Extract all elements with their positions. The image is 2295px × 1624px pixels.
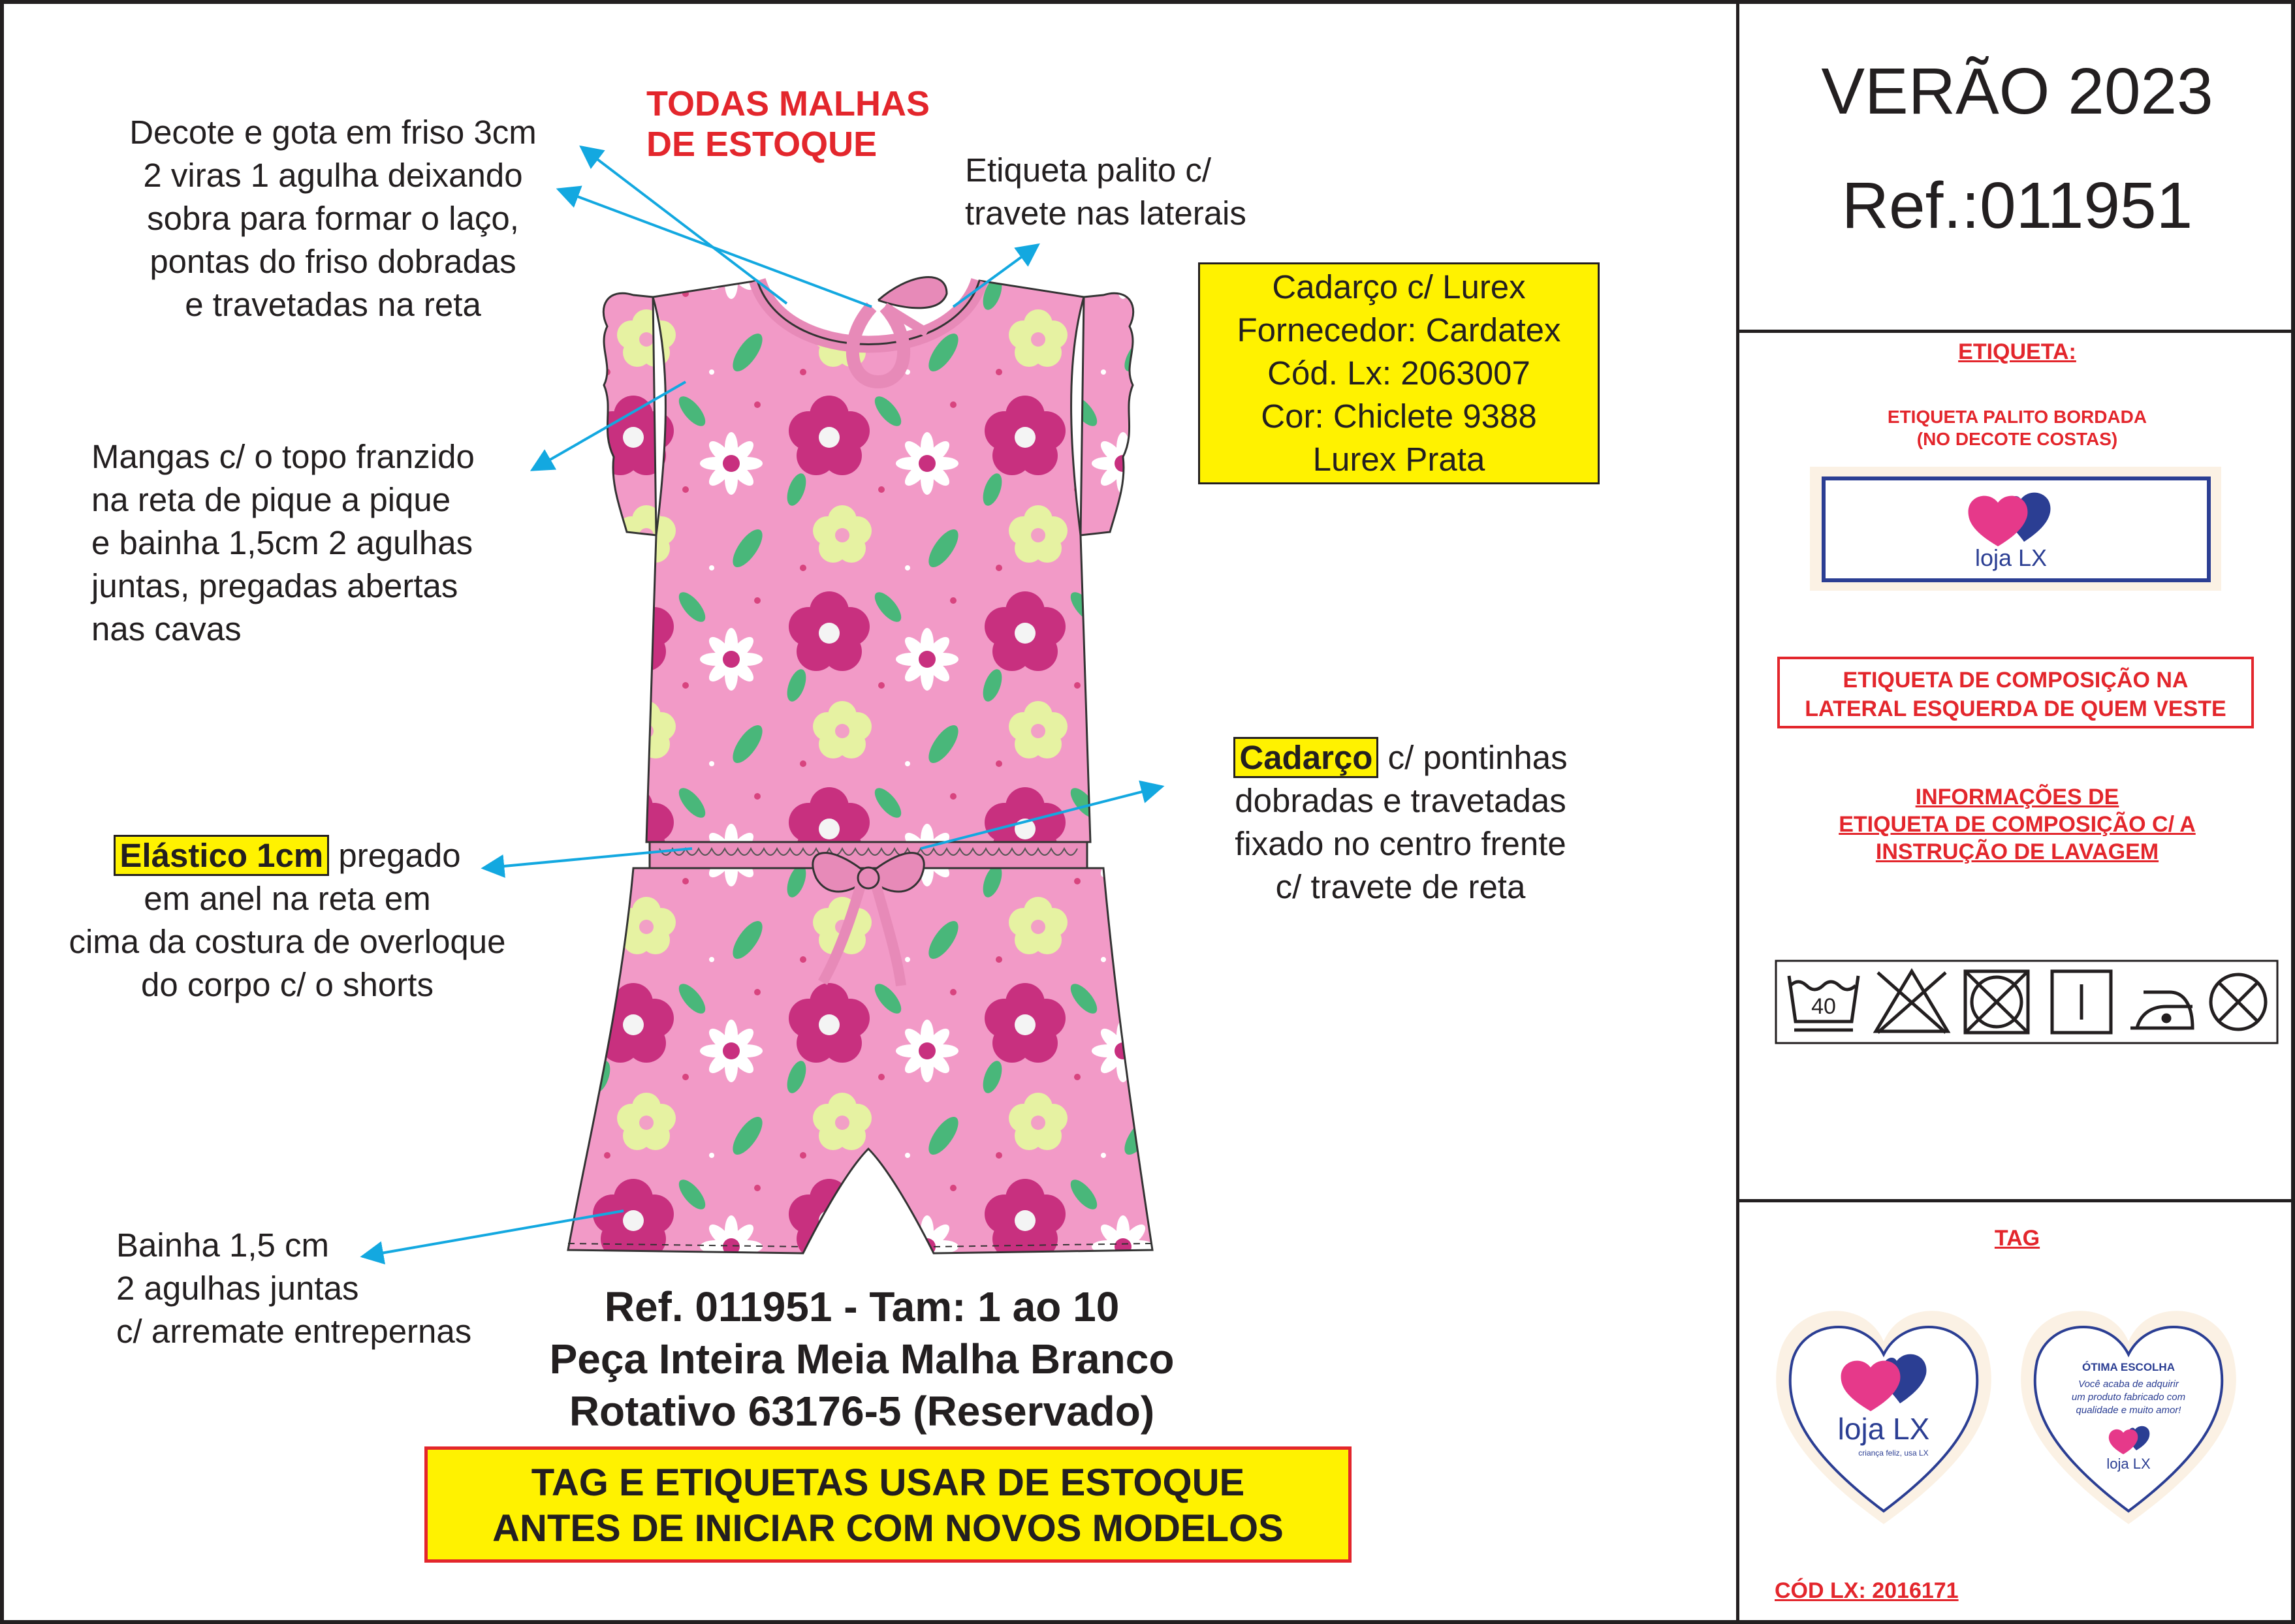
etiqueta-desc: ETIQUETA PALITO BORDADA (NO DECOTE COSTAS) [1887, 407, 2147, 449]
tag-back-headline: ÓTIMA ESCOLHA [2082, 1361, 2175, 1373]
reference-code: Ref.:011951 [1841, 169, 2193, 242]
composition-box: ETIQUETA DE COMPOSIÇÃO NA LATERAL ESQUERDA DE QUEM VESTE [1777, 657, 2254, 728]
svg-text:um produto fabricado com: um produto fabricado com [2071, 1392, 2186, 1403]
tag-back [2011, 1289, 2246, 1531]
brand-label [1810, 467, 2221, 591]
tag-front [1766, 1289, 2001, 1531]
note-sleeves: Mangas c/ o topo franzido na reta de pique a pique e bainha 1,5cm 2 agulhas juntas, pregadas abertas nas cavas [91, 438, 475, 648]
composition-info: INFORMAÇÕES DE ETIQUETA DE COMPOSIÇÃO C/ A INSTRUÇÃO DE LAVAGEM [1839, 785, 2196, 864]
wash-symbols [1775, 960, 2279, 1044]
svg-text:Você acaba de adquirir: Você acaba de adquirir [2078, 1379, 2179, 1390]
note-elastic: Elástico 1cm pregado em anel na reta em cima da costura de overloque do corpo c/ o shorts [33, 834, 542, 1007]
drawstring-highlight: Cadarço [1233, 737, 1378, 778]
season-title: VERÃO 2023 [1821, 55, 2213, 128]
cod-lx: CÓD LX: 2016171 [1775, 1578, 1959, 1603]
tag-slogan: criança feliz, usa LX [1858, 1448, 1929, 1458]
note-neckline: Decote e gota em friso 3cm 2 viras 1 agulha deixando sobra para formar o laço, pontas do friso dobradas e travetadas na reta [129, 114, 537, 323]
sidebar-rule-2 [1736, 1199, 2295, 1202]
elastic-highlight: Elástico 1cm [114, 835, 329, 876]
supplier-box: Cadarço c/ Lurex Fornecedor: Cardatex Cód. Lx: 2063007 Cor: Chiclete 9388 Lurex Prata [1198, 262, 1600, 484]
tag-logo-text: loja LX [1837, 1412, 1930, 1446]
note-drawstring: Cadarço c/ pontinhas dobradas e travetadas fixado no centro frente c/ travete de reta [1198, 736, 1603, 909]
wash-temp-label: 40 [1811, 994, 1836, 1019]
tag-title: TAG [1994, 1226, 2040, 1251]
tag-back-logo-text: loja LX [2106, 1456, 2151, 1472]
brand-logo-text: loja LX [1974, 544, 2048, 571]
stock-notice: TODAS MALHAS DE ESTOQUE [646, 84, 930, 164]
product-info: Ref. 011951 - Tam: 1 ao 10 Peça Inteira Meia Malha Branco Rotativo 63176-5 (Reservado) [549, 1283, 1175, 1435]
note-hem: Bainha 1,5 cm 2 agulhas juntas c/ arremate entrepernas [116, 1226, 472, 1350]
note-label-tag: Etiqueta palito c/ travete nas laterais [965, 151, 1246, 232]
sidebar-rule-1 [1736, 330, 2295, 333]
brand-logo-icon [1959, 486, 2063, 571]
svg-text:qualidade e muito amor!: qualidade e muito amor! [2076, 1405, 2181, 1416]
warning-box: TAG E ETIQUETAS USAR DE ESTOQUE ANTES DE INICIAR COM NOVOS MODELOS [424, 1446, 1352, 1563]
etiqueta-title: ETIQUETA: [1958, 339, 2076, 364]
